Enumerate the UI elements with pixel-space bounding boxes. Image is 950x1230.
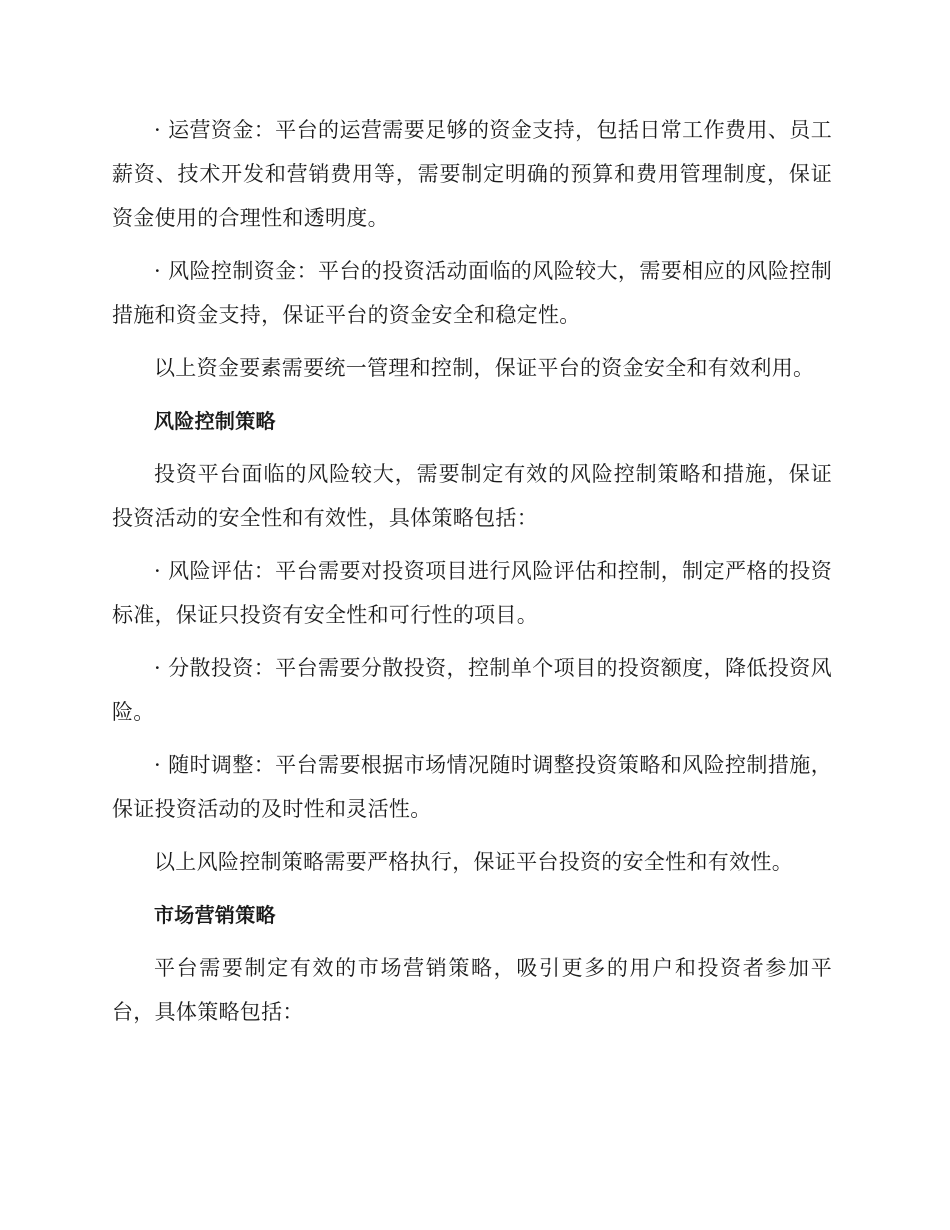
bullet-risk-control-funds: · 风险控制资金：平台的投资活动面临的风险较大，需要相应的风险控制措施和资金支持，保证平台的资金安全和稳定性。	[112, 259, 832, 327]
funds-summary-paragraph: 以上资金要素需要统一管理和控制，保证平台的资金安全和有效利用。	[154, 356, 815, 380]
bullet-operating-funds: · 运营资金：平台的运营需要足够的资金支持，包括日常工作费用、员工薪资、技术开发和营销费用等，需要制定明确的预算和费用管理制度，保证资金使用的合理性和透明度。	[112, 118, 832, 230]
bullet-diversified-investment: · 分散投资：平台需要分散投资，控制单个项目的投资额度，降低投资风险。	[112, 656, 832, 724]
risk-intro-paragraph: 投资平台面临的风险较大，需要制定有效的风险控制策略和措施，保证投资活动的安全性和有效性，具体策略包括：	[112, 462, 832, 530]
bullet-timely-adjustment: · 随时调整：平台需要根据市场情况随时调整投资策略和风险控制措施，保证投资活动的及时性和灵活性。	[112, 753, 832, 821]
section-heading-risk-control: 风险控制策略	[154, 409, 276, 433]
marketing-intro-paragraph: 平台需要制定有效的市场营销策略，吸引更多的用户和投资者参加平台，具体策略包括：	[112, 956, 832, 1024]
section-heading-marketing: 市场营销策略	[154, 903, 276, 927]
bullet-risk-assessment: · 风险评估：平台需要对投资项目进行风险评估和控制，制定严格的投资标准，保证只投资有安全性和可行性的项目。	[112, 559, 832, 627]
risk-summary-paragraph: 以上风险控制策略需要严格执行，保证平台投资的安全性和有效性。	[154, 850, 793, 874]
document-page	[112, 108, 832, 1043]
